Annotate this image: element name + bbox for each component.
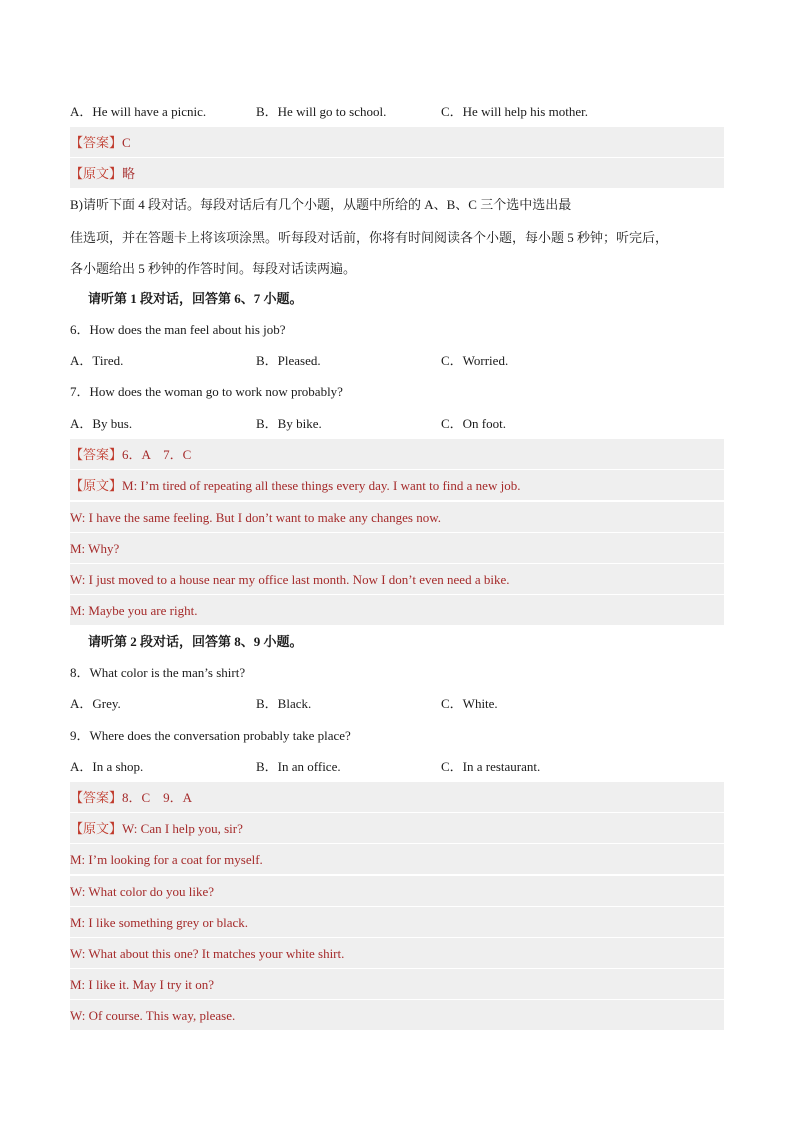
q6-option-c: C．Worried. bbox=[441, 353, 509, 368]
instructions-line-1: B)请听下面 4 段对话。每段对话后有几个小题，从题中所给的 A、B、C 三个选中选出最 bbox=[70, 197, 572, 212]
q6-option-a: A．Tired. bbox=[70, 353, 124, 368]
q7-option-c: C．On foot. bbox=[441, 416, 507, 431]
transcript-line: W: What color do you like? bbox=[70, 876, 724, 907]
q8-options bbox=[70, 688, 724, 719]
q8-option-a: A．Grey. bbox=[70, 696, 121, 711]
transcript-line: M: I like something grey or black. bbox=[70, 907, 724, 938]
q9-option-c: C．In a restaurant. bbox=[441, 759, 541, 774]
section-2-heading: 请听第 2 段对话，回答第 8、9 小题。 bbox=[88, 634, 303, 649]
transcript-line: M: I’m looking for a coat for myself. bbox=[70, 844, 724, 875]
q5-transcript bbox=[70, 158, 724, 189]
transcript-line bbox=[70, 470, 724, 501]
transcript-line: M: I like it. May I try it on? bbox=[70, 969, 724, 1000]
q6-options bbox=[70, 345, 724, 376]
q7-options bbox=[70, 408, 724, 439]
answer-tag: 【答案】 bbox=[70, 447, 123, 462]
q6-option-b: B．Pleased. bbox=[256, 353, 321, 368]
answer-text: 8．C 9．A bbox=[122, 790, 193, 805]
section-1-heading: 请听第 1 段对话，回答第 6、7 小题。 bbox=[88, 291, 303, 306]
q9-option-a: A．In a shop. bbox=[70, 759, 144, 774]
answer-text: 6．A 7．C bbox=[122, 447, 192, 462]
q7-option-b: B．By bike. bbox=[256, 416, 322, 431]
transcript-line: W: I just moved to a house near my office last month. Now I don’t even need a bike. bbox=[70, 564, 724, 595]
section-1-answer bbox=[70, 439, 724, 470]
transcript-line: M: Why? bbox=[70, 533, 724, 564]
instructions-line-3: 各小题给出 5 秒钟的作答时间。每段对话读两遍。 bbox=[70, 261, 357, 276]
section-2-answer bbox=[70, 782, 724, 813]
q5-option-c: C．He will help his mother. bbox=[441, 104, 588, 119]
transcript-tag: 【原文】 bbox=[70, 821, 123, 836]
instructions-line-2: 佳选项，并在答题卡上将该项涂黑。听每段对话前，你将有时间阅读各个小题，每小题 5 秒钟；听完后， bbox=[70, 230, 669, 245]
q7-option-a: A．By bus. bbox=[70, 416, 133, 431]
q9-stem: 9．Where does the conversation probably take place? bbox=[70, 728, 351, 743]
q5-option-a: A．He will have a picnic. bbox=[70, 104, 207, 119]
transcript-tag: 【原文】 bbox=[70, 166, 123, 181]
transcript-text: M: I’m tired of repeating all these things every day. I want to find a new job. bbox=[122, 478, 521, 493]
q8-stem: 8．What color is the man’s shirt? bbox=[70, 665, 246, 680]
q8-option-b: B．Black. bbox=[256, 696, 312, 711]
q5-answer bbox=[70, 127, 724, 158]
transcript-line: W: What about this one? It matches your white shirt. bbox=[70, 938, 724, 969]
transcript-line bbox=[70, 813, 724, 844]
answer-tag: 【答案】 bbox=[70, 790, 123, 805]
answer-text: C bbox=[122, 135, 131, 150]
q5-option-b: B．He will go to school. bbox=[256, 104, 387, 119]
q6-stem: 6．How does the man feel about his job? bbox=[70, 322, 286, 337]
transcript-line: W: I have the same feeling. But I don’t want to make any changes now. bbox=[70, 502, 724, 533]
transcript-text: W: Can I help you, sir? bbox=[122, 821, 243, 836]
transcript-tag: 【原文】 bbox=[70, 478, 123, 493]
q7-stem: 7．How does the woman go to work now probably? bbox=[70, 384, 343, 399]
q8-option-c: C．White. bbox=[441, 696, 498, 711]
q9-options bbox=[70, 751, 724, 782]
answer-tag: 【答案】 bbox=[70, 135, 123, 150]
q5-options bbox=[70, 96, 724, 127]
q9-option-b: B．In an office. bbox=[256, 759, 341, 774]
transcript-text: 略 bbox=[122, 166, 136, 181]
transcript-line: M: Maybe you are right. bbox=[70, 595, 724, 626]
transcript-line: W: Of course. This way, please. bbox=[70, 1000, 724, 1031]
